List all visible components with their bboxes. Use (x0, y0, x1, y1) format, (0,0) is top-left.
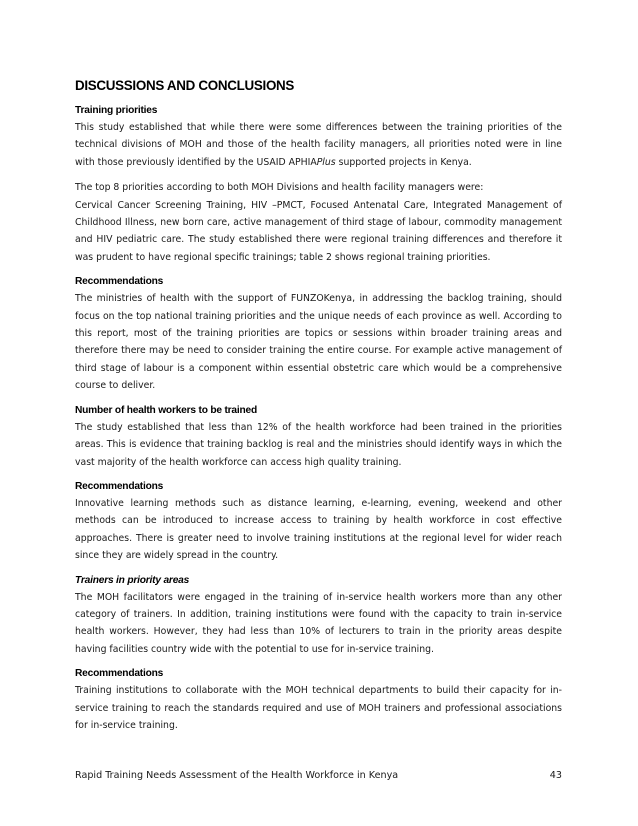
paragraph-text: This study established that while there were some differences between the training priorities of the technical divisions of MOH and those of the health facility managers, all priorities noted were in line with those previously identified by the USAID APHIA (75, 122, 562, 168)
paragraph-top-priorities-list: Cervical Cancer Screening Training, HIV –PMCT, Focused Antenatal Care, Integrated Management of Childhood Illness, new born care, active management of third stage of labour, commodity management and HIV pediatric care. The study established there were regional training differences and therefore it was prudent to have regional specific trainings; table 2 shows regional training priorities. (75, 199, 562, 263)
section-title-trainers: Trainers in priority areas (75, 574, 190, 586)
paragraph-italic-text: Plus (316, 156, 336, 168)
paragraph-health-workers: The study established that less than 12% of the health workforce had been trained in the priorities areas. This is evidence that training backlog is real and the ministries should identify ways in which the vast majority of the health workforce can access high quality training. (75, 421, 562, 468)
document-page (75, 78, 562, 742)
footer-document-title: Rapid Training Needs Assessment of the Health Workforce in Kenya (75, 770, 399, 781)
paragraph-text: supported projects in Kenya. (335, 156, 472, 168)
page-footer (75, 770, 562, 781)
paragraph-recommendations-1: The ministries of health with the support of FUNZOKenya, in addressing the backlog training, should focus on the top national training priorities and the unique needs of each province as well. According to this report, most of the training priorities are topics or sessions within broader training areas and therefore there may be need to consider training the entire course. For example active management of third stage of labour is a component within essential obstetric care which would be a comprehensive course to deliver. (75, 293, 562, 392)
section-title-health-workers: Number of health workers to be trained (75, 404, 258, 416)
paragraph-trainers: The MOH facilitators were engaged in the training of in-service health workers more than any other category of trainers. In addition, training institutions were found with the capacity to train in-service health workers. However, they had less than 10% of lecturers to train in the priority areas despite having facilities country wide with the potential to use for in-service training. (75, 591, 562, 655)
section-title-recommendations-2: Recommendations (75, 480, 164, 492)
paragraph-recommendations-3: Training institutions to collaborate with the MOH technical departments to build their capacity for in-service training to reach the standards required and use of MOH trainers and professional associations for in-service training. (75, 685, 562, 731)
paragraph-recommendations-2: Innovative learning methods such as distance learning, e-learning, evening, weekend and other methods can be introduced to increase access to training by health workforce in cost effective approaches. There is greater need to involve training institutions at the regional level for wider reach since they are widely spread in the country. (75, 497, 562, 562)
section-title-recommendations-1: Recommendations (75, 276, 164, 288)
footer-page-number: 43 (549, 770, 562, 781)
paragraph-training-priorities (75, 119, 562, 171)
section-title-recommendations-3: Recommendations (75, 668, 164, 680)
page-heading: DISCUSSIONS AND CONCLUSIONS (75, 78, 295, 93)
paragraph-top-priorities-intro: The top 8 priorities according to both MOH Divisions and health facility managers were: (75, 182, 484, 194)
section-title-training-priorities: Training priorities (75, 105, 158, 116)
